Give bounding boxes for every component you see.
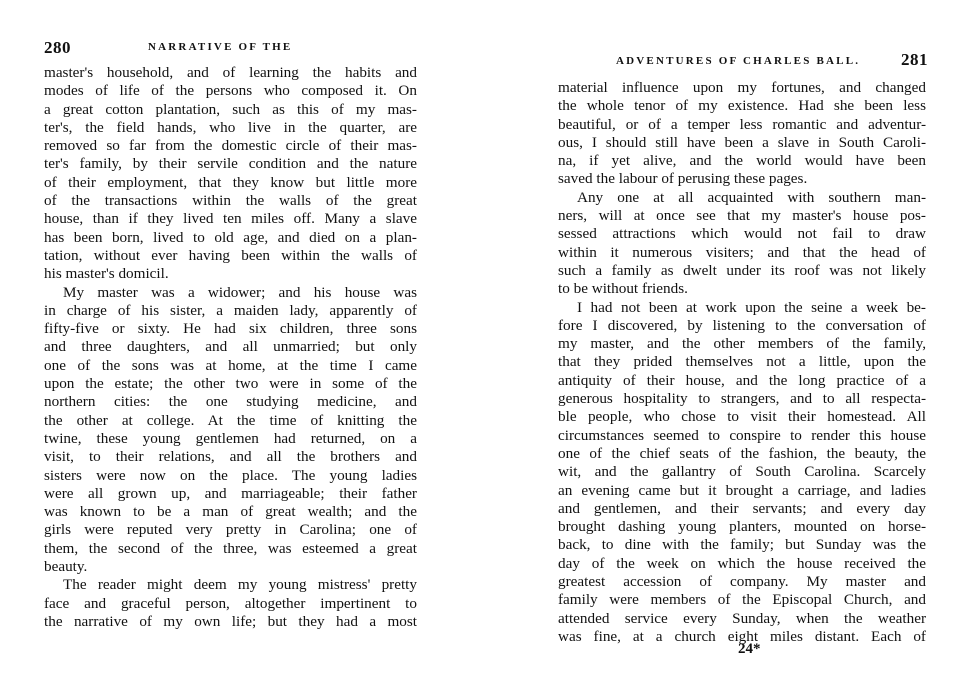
paragraph (44, 576, 417, 631)
text-line: antiquity of their house, and the long practice of a (558, 371, 926, 389)
text-line: was known to be a man of great wealth; and the (44, 503, 417, 521)
page-number: 280 (44, 38, 71, 57)
text-line: The reader might deem my young mistress' pretty (63, 576, 417, 594)
text-line: ble people, who chose to visit their homestead. All (558, 408, 926, 426)
text-line: family were members of the Episcopal Church, and (558, 591, 926, 609)
text-line: generous hospitality to strangers, and to all respecta- (558, 390, 926, 408)
text-line: within it numerous visiters; and that the head of (558, 243, 926, 261)
paragraph (558, 299, 926, 647)
text-line: and three daughters, and all unmarried; but only (44, 338, 417, 356)
text-line: sessed attractions which would not fail to draw (558, 225, 926, 243)
text-line: that they prided themselves not a little, upon the (558, 353, 926, 371)
text-line: fifty-five or sixty. He had six children, three sons (44, 320, 417, 338)
text-line: modes of life of the persons who composed it. On (44, 82, 417, 100)
text-line: saved the labour of perusing these pages. (558, 170, 808, 188)
paragraph (558, 189, 926, 299)
text-line: house, than if they lived ten miles off. Many a slave (44, 210, 417, 228)
text-line: the narrative of my own life; but they had a most (44, 612, 417, 630)
text-line: face and graceful person, altogether impertinent to (44, 594, 417, 612)
text-line: brought dashing young planters, mounted on horse- (558, 518, 926, 536)
page-number: 281 (901, 50, 928, 69)
text-line: twine, these young gentlemen had returned, on a (44, 429, 417, 447)
text-line: ter's family, by their servile condition and the nature (44, 155, 417, 173)
text-line: an evening came but it brought a carriage, and ladies (558, 481, 926, 499)
text-line: in charge of his sister, a maiden lady, apparently of (44, 301, 417, 319)
text-line: greatest accession of company. My master and (558, 573, 926, 591)
text-line: ous, I should still have been a slave in South Caroli- (558, 133, 926, 151)
signature-mark: 24* (738, 641, 761, 657)
text-line: one of the chief seats of the fashion, the beauty, the (558, 444, 926, 462)
text-line: removed so far from the domestic circle of their mas- (44, 137, 417, 155)
text-line: back, to dine with the family; but Sunday was the (558, 536, 926, 554)
body-text (558, 79, 926, 646)
text-line: circumstances seemed to conspire to render this house (558, 426, 926, 444)
paragraph (44, 64, 417, 284)
text-line: ter's, the field hands, who live in the quarter, are (44, 118, 417, 136)
text-line: na, if yet alive, and the world would have been (558, 152, 926, 170)
text-line: beauty. (44, 558, 88, 576)
text-line: his master's domicil. (44, 265, 169, 283)
text-line: such a family as dwelt under its roof was not likely (558, 261, 926, 279)
text-line: of the transactions within the walls of the great (44, 192, 417, 210)
text-line: one of the sons was at home, at the time I came (44, 356, 417, 374)
text-line: I had not been at work upon the seine a week be- (577, 298, 926, 316)
running-head: NARRATIVE OF THE (148, 41, 293, 53)
text-line: the other at college. At the time of knitting the (44, 411, 417, 429)
text-line: Any one at all acquainted with southern man- (577, 188, 926, 206)
text-line: day of the week on which the house received the (558, 554, 926, 572)
text-line: them, the second of the three, was esteemed a great (44, 539, 417, 557)
text-line: northern cities: the one studying medicine, and (44, 393, 417, 411)
paragraph (44, 284, 417, 577)
text-line: beautiful, or of a temper less romantic and adventur- (558, 115, 926, 133)
text-line: My master was a widower; and his house was (63, 283, 417, 301)
text-line: the whole tenor of my existence. Had she been less (558, 97, 926, 115)
running-head: ADVENTURES OF CHARLES BALL. (616, 55, 861, 67)
text-line: tation, without ever having been within the walls of (44, 246, 417, 264)
text-line: and gentlemen, and their servants; and every day (558, 499, 926, 517)
text-line: visit, to their relations, and all the brothers and (44, 448, 417, 466)
text-line: was fine, at a church eight miles distant. Each of (558, 627, 926, 645)
text-line: were all grown up, and marriageable; their father (44, 484, 417, 502)
body-text (44, 64, 417, 631)
right-page (490, 0, 980, 700)
text-line: a great cotton plantation, such as this of my mas- (44, 100, 417, 118)
text-line: girls were reputed very pretty in Carolina; one of (44, 521, 417, 539)
text-line: sisters were now on the place. The young ladies (44, 466, 417, 484)
text-line: material influence upon my fortunes, and changed (558, 79, 926, 96)
text-line: my master, and the other members of the family, (558, 335, 926, 353)
text-line: to be without friends. (558, 280, 688, 298)
text-line: of their employment, that they know but little more (44, 173, 417, 191)
text-line: upon the estate; the other two were in some of the (44, 375, 417, 393)
paragraph (558, 79, 926, 189)
text-line: wit, and the gallantry of South Carolina. Scarcely (558, 463, 926, 481)
text-line: has been born, lived to old age, and died on a plan- (44, 228, 417, 246)
text-line: fore I discovered, by listening to the conversation of (558, 316, 926, 334)
text-line: ners, will at once see that my master's house pos- (558, 207, 926, 225)
text-line: attended service every Sunday, when the weather (558, 609, 926, 627)
text-line: master's household, and of learning the habits and (44, 64, 417, 81)
